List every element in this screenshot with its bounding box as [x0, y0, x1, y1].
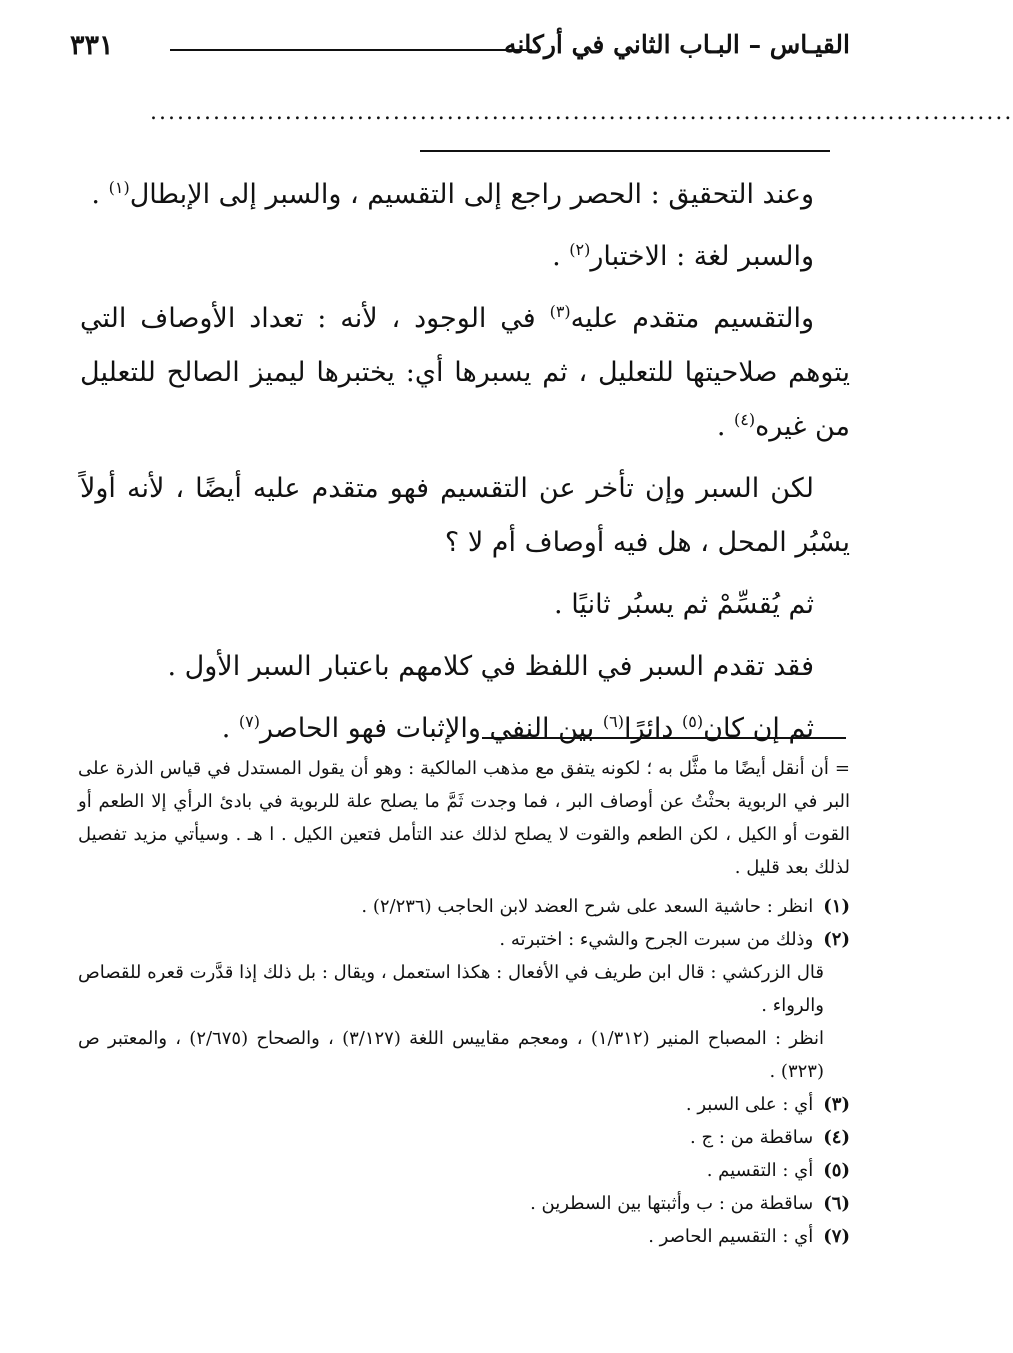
- footnote-3: [78, 1088, 850, 1121]
- footnote-5-number: (٥): [823, 1160, 850, 1181]
- paragraph-2-end: .: [552, 241, 570, 272]
- header-title: القيـاس – البـاب الثاني في أركانه: [503, 30, 850, 59]
- footnote-3-number: (٣): [823, 1094, 850, 1115]
- paragraph-1-text: وعند التحقيق : الحصر راجع إلى التقسيم ، والسبر إلى الإبطال: [129, 179, 814, 210]
- footnote-3-text: أي : على السبر .: [685, 1094, 814, 1115]
- footnote-6-text: ساقطة من : ب وأثبتها بين السطرين .: [530, 1193, 814, 1214]
- footnote-continuation: = أن أنقل أيضًا ما مثَّل به ؛ لكونه يتفق مع مذهب المالكية : وهو أن يقول المستدل في قياس الذرة على البر في الربوية بحثْتُ عن أوصاف البر ، فما وجدت ثَمَّ ما يصلح علة للربوية في بادئ الرأي إلا الطعم أو القوت أو الكيل ، لكن الطعم والقوت لا يصلح لذلك عند التأمل فتعين الكيل . ا هـ . وسيأتي مزيد تفصيل لذلك بعد قليل .: [78, 758, 850, 878]
- footnote-5: [78, 1154, 850, 1187]
- footnote-1-text: انظر : حاشية السعد على شرح العضد لابن الحاجب (٢/٢٣٦) .: [361, 896, 814, 917]
- footnote-4-text: ساقطة من : ج .: [690, 1127, 814, 1148]
- top-rule: [420, 150, 830, 152]
- footnote-ref-5: (٥): [682, 712, 704, 731]
- paragraph-7-end: .: [221, 713, 239, 744]
- footnote-ref-3: (٣): [549, 302, 571, 321]
- paragraph-7: [80, 702, 850, 756]
- footnote-ref-7: (٧): [238, 712, 260, 731]
- footnote-5-text: أي : التقسيم .: [706, 1160, 814, 1181]
- main-text: [80, 168, 850, 764]
- footnotes: [78, 752, 850, 1253]
- footnote-1: [78, 890, 850, 923]
- footnote-ref-2: (٢): [569, 240, 591, 259]
- footnote-7-number: (٧): [823, 1226, 850, 1247]
- paragraph-5: ثم يُقسِّمْ ثم يسبُر ثانيًا .: [554, 589, 814, 620]
- paragraph-3-text-a: والتقسيم متقدم عليه: [570, 303, 814, 334]
- paragraph-3-end: .: [716, 411, 734, 442]
- footnote-4: [78, 1121, 850, 1154]
- footnote-6-number: (٦): [823, 1193, 850, 1214]
- footnote-4-number: (٤): [823, 1127, 850, 1148]
- paragraph-7-text-c: بين النفي والإثبات فهو الحاصر: [259, 713, 603, 744]
- footnote-6: [78, 1187, 850, 1220]
- footnote-rule: [482, 737, 846, 739]
- paragraph-6: فقد تقدم السبر في اللفظ في كلامهم باعتبار السبر الأول .: [167, 651, 814, 682]
- footnote-2-sub-1: قال الزركشي : قال ابن طريف في الأفعال : هكذا استعمل ، ويقال : بل ذلك إذا قدَّرت قعره للقصاص والرواء .: [78, 962, 824, 1016]
- footnote-ref-6: (٦): [602, 712, 624, 731]
- paragraph-3-text-b: في الوجود ، لأنه : تعداد الأوصاف التي يتوهم صلاحيتها للتعليل ، ثم يسبرها أي: يختبرها ليميز الصالح للتعليل من غيره: [80, 303, 850, 442]
- page-number: ٣٣١: [70, 30, 114, 61]
- paragraph-1: [80, 168, 850, 222]
- footnote-2-sub-2: انظر : المصباح المنير (١/٣١٢) ، ومعجم مقاييس اللغة (٣/١٢٧) ، والصحاح (٢/٦٧٥) ، والمعتبر ص (٣٢٣) .: [78, 1028, 824, 1082]
- footnote-2-text: وذلك من سبرت الجرح والشيء : اختبرته .: [499, 929, 814, 950]
- paragraph-2-text: والسبر لغة : الاختبار: [590, 241, 814, 272]
- footnote-1-number: (١): [823, 896, 850, 917]
- footnote-2-number: (٢): [823, 929, 850, 950]
- footnote-ref-4: (٤): [733, 410, 756, 429]
- footnote-7-text: أي : التقسيم الحاصر .: [648, 1226, 814, 1247]
- paragraph-1-end: .: [91, 179, 109, 210]
- header-rule: [170, 49, 532, 51]
- footnote-2: [78, 923, 850, 956]
- footnote-ref-1: (١): [108, 178, 130, 197]
- paragraph-2: [80, 230, 850, 284]
- paragraph-7-text-b: دائرًا: [623, 713, 683, 744]
- paragraph-3: [80, 292, 850, 454]
- dotted-separator: ................................................................................................: [150, 100, 1013, 125]
- footnote-7: [78, 1220, 850, 1253]
- paragraph-4: لكن السبر وإن تأخر عن التقسيم فهو متقدم عليه أيضًا ، لأنه أولاً يسْبُر المحل ، هل فيه أوصاف أم لا ؟: [80, 473, 850, 558]
- running-header: [70, 30, 850, 70]
- paragraph-7-text-a: ثم إن كان: [703, 713, 814, 744]
